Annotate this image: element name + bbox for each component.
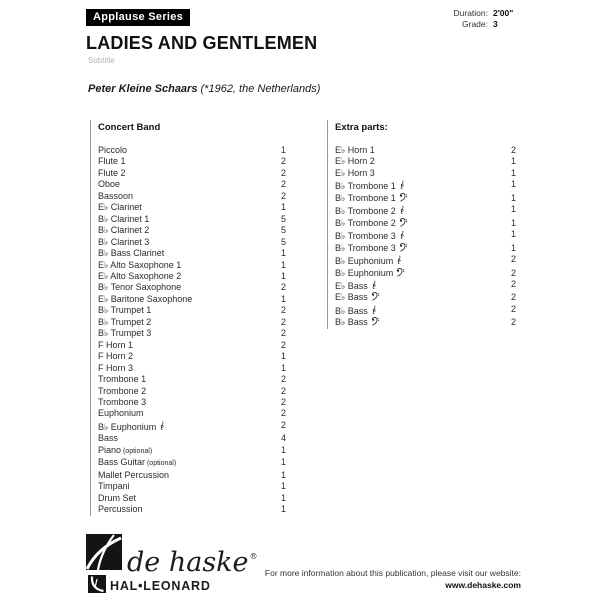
- instrument-label: Bass: [98, 433, 119, 444]
- instrument-label: B♭ Clarinet 2: [98, 225, 150, 236]
- instrument-label: B♭ Bass Clarinet: [98, 248, 165, 259]
- concert-band-header: Concert Band: [98, 122, 161, 133]
- instrument-row: [98, 168, 286, 179]
- instrument-row: [98, 156, 286, 167]
- part-quantity: 1: [510, 204, 516, 215]
- part-quantity: 2: [280, 305, 286, 316]
- instrument-label: B♭ Tenor Saxophone: [98, 282, 182, 293]
- part-quantity: 1: [510, 192, 516, 203]
- instrument-row: [98, 237, 286, 248]
- composer-line: [88, 83, 320, 95]
- composer-name: Peter Kleine Schaars: [88, 83, 198, 95]
- part-quantity: 1: [510, 242, 516, 253]
- bass-clef-icon: [399, 218, 408, 227]
- instrument-row: [98, 481, 286, 492]
- instrument-row: [98, 445, 286, 457]
- instrument-label: B♭ Euphonium: [98, 420, 165, 433]
- instrument-row: [98, 408, 286, 419]
- part-quantity: 2: [510, 317, 516, 328]
- instrument-label: Percussion: [98, 504, 143, 515]
- part-quantity: 2: [280, 419, 286, 430]
- part-quantity: 1: [280, 145, 286, 155]
- treble-clef-icon: [399, 179, 405, 191]
- part-quantity: 1: [280, 293, 286, 304]
- part-quantity: 1: [510, 179, 516, 190]
- instrument-label: B♭ Trombone 1: [335, 193, 408, 204]
- website-url: www.dehaske.com: [445, 579, 521, 590]
- halleonard-logo-icon: [88, 575, 106, 593]
- instrument-label: Oboe: [98, 179, 121, 190]
- part-quantity: 1: [280, 457, 286, 468]
- part-quantity: 1: [280, 351, 286, 362]
- instrument-row: [98, 493, 286, 504]
- instrument-label: B♭ Clarinet 3: [98, 236, 150, 247]
- treble-clef-icon: [159, 420, 165, 432]
- instrument-row: [335, 254, 516, 267]
- extra-parts-rows: [335, 145, 516, 329]
- instrument-label: E♭ Bass: [335, 279, 377, 292]
- grade-value: 3: [493, 18, 498, 29]
- part-quantity: 2: [510, 145, 516, 155]
- part-quantity: 2: [510, 303, 516, 314]
- bass-clef-icon: [371, 317, 380, 326]
- part-quantity: 1: [280, 202, 286, 213]
- halleonard-logo-text: HAL•LEONARD: [110, 579, 211, 593]
- instrument-row: [98, 374, 286, 385]
- composer-info: (*1962, the Netherlands): [200, 83, 321, 95]
- instrument-label: B♭ Bass: [335, 317, 380, 328]
- instrument-row: [98, 260, 286, 271]
- instrument-label: F Horn 1: [98, 339, 134, 350]
- part-quantity: 2: [280, 190, 286, 201]
- instrument-label: Flute 1: [98, 156, 126, 167]
- instrument-row: [335, 218, 516, 229]
- treble-clef-icon: [396, 254, 402, 266]
- bass-clef-icon: [399, 243, 408, 252]
- dehaske-logo-text: de haske®: [127, 547, 258, 578]
- instrument-row: [98, 433, 286, 444]
- instrument-row: [98, 202, 286, 213]
- part-quantity: 1: [510, 156, 516, 167]
- instrument-row: [335, 204, 516, 217]
- instrument-row: [335, 168, 516, 179]
- part-quantity: 2: [280, 282, 286, 293]
- duration-value: 2'00": [493, 8, 514, 18]
- instrument-row: [335, 229, 516, 242]
- instrument-row: [98, 214, 286, 225]
- instrument-row: [335, 193, 516, 204]
- duration-grade-block: [410, 8, 513, 29]
- instrument-row: [98, 397, 286, 408]
- bass-clef-icon: [396, 268, 405, 277]
- instrument-row: [98, 294, 286, 305]
- instrument-label: Trombone 1: [98, 374, 147, 385]
- instrument-label: Timpani: [98, 481, 130, 492]
- treble-clef-icon: [399, 204, 405, 216]
- extra-parts-column: [327, 120, 516, 329]
- part-quantity: 1: [280, 259, 286, 270]
- instrument-row: [335, 145, 516, 156]
- instrument-row: [335, 304, 516, 317]
- part-quantity: 4: [280, 433, 286, 444]
- instrument-row: [98, 305, 286, 316]
- instrument-row: [98, 328, 286, 339]
- part-quantity: 1: [510, 167, 516, 178]
- concert-band-rows: [98, 145, 286, 516]
- instrument-row: [335, 279, 516, 292]
- instrument-label: E♭ Baritone Saxophone: [98, 293, 193, 304]
- part-quantity: 2: [510, 278, 516, 289]
- page-title: LADIES AND GENTLEMEN: [86, 33, 318, 53]
- part-quantity: 2: [280, 156, 286, 167]
- part-quantity: 5: [280, 225, 286, 236]
- instrument-row: [335, 156, 516, 167]
- instrument-label: B♭ Trombone 2: [335, 218, 408, 229]
- part-quantity: 2: [280, 385, 286, 396]
- subtitle: Subtitle: [88, 56, 115, 65]
- instrument-label: Mallet Percussion: [98, 469, 170, 480]
- instrument-label: B♭ Trombone 2: [335, 204, 405, 217]
- bass-clef-icon: [399, 193, 408, 202]
- part-quantity: 1: [280, 444, 286, 455]
- instrument-label: Drum Set: [98, 492, 137, 503]
- part-quantity: 2: [280, 179, 286, 190]
- instrument-label: B♭ Trumpet 3: [98, 328, 152, 339]
- dehaske-logo-icon: [86, 534, 122, 570]
- instrument-row: [98, 386, 286, 397]
- instrument-label: B♭ Euphonium: [335, 254, 402, 267]
- part-quantity: 1: [280, 270, 286, 281]
- instrument-label: E♭ Horn 1: [335, 145, 375, 155]
- part-quantity: 1: [510, 229, 516, 240]
- part-quantity: 2: [280, 328, 286, 339]
- optional-note: (optional): [121, 447, 153, 455]
- instrument-row: [98, 191, 286, 202]
- optional-note: (optional): [145, 460, 177, 468]
- instrument-label: E♭ Bass: [335, 292, 380, 303]
- instrument-label: Euphonium: [98, 408, 144, 419]
- instrument-row: [335, 292, 516, 303]
- instrument-row: [98, 248, 286, 259]
- treble-clef-icon: [371, 279, 377, 291]
- instrument-label: Trombone 2: [98, 385, 147, 396]
- instrument-label: B♭ Bass: [335, 304, 377, 317]
- instrument-row: [335, 268, 516, 279]
- part-quantity: 2: [510, 267, 516, 278]
- instrument-label: Bassoon: [98, 190, 134, 201]
- part-quantity: 2: [280, 316, 286, 327]
- instrument-row: [98, 457, 286, 469]
- treble-clef-icon: [371, 304, 377, 316]
- duration-row: [410, 8, 513, 19]
- part-quantity: 1: [510, 217, 516, 228]
- instrument-label: Piano (optional): [98, 444, 153, 455]
- instrument-label: F Horn 3: [98, 362, 134, 373]
- part-quantity: 2: [280, 374, 286, 385]
- instrument-row: [98, 317, 286, 328]
- instrument-row: [98, 225, 286, 236]
- duration-label: Duration:: [453, 8, 488, 18]
- instrument-row: [98, 179, 286, 190]
- instrument-label: Flute 2: [98, 167, 126, 178]
- part-quantity: 2: [280, 408, 286, 419]
- part-quantity: 2: [280, 339, 286, 350]
- part-quantity: 5: [280, 213, 286, 224]
- part-quantity: 1: [280, 362, 286, 373]
- instrument-label: Bass Guitar (optional): [98, 457, 177, 468]
- treble-clef-icon: [399, 229, 405, 241]
- instrument-label: E♭ Alto Saxophone 2: [98, 270, 182, 281]
- grade-row: [410, 19, 513, 30]
- part-quantity: 2: [280, 167, 286, 178]
- instrument-label: B♭ Trombone 3: [335, 229, 405, 242]
- part-quantity: 2: [510, 292, 516, 303]
- registered-trademark-symbol: ®: [249, 552, 258, 561]
- info-text: For more information about this publication, please visit our website:: [264, 568, 521, 578]
- extra-parts-header: Extra parts:: [335, 122, 388, 133]
- bass-clef-icon: [371, 292, 380, 301]
- instrument-label: Trombone 3: [98, 396, 147, 407]
- part-quantity: 1: [280, 492, 286, 503]
- instrument-row: [335, 179, 516, 192]
- instrument-label: B♭ Clarinet 1: [98, 213, 150, 224]
- part-quantity: 1: [280, 469, 286, 480]
- part-quantity: 1: [280, 248, 286, 259]
- instrument-label: E♭ Clarinet: [98, 202, 142, 213]
- part-quantity: 1: [280, 504, 286, 515]
- instrument-label: E♭ Horn 3: [335, 167, 375, 178]
- publication-info: [265, 568, 521, 591]
- instrument-label: B♭ Trumpet 1: [98, 305, 152, 316]
- instrument-label: E♭ Alto Saxophone 1: [98, 259, 182, 270]
- instrument-label: E♭ Horn 2: [335, 156, 375, 167]
- part-quantity: 5: [280, 236, 286, 247]
- instrument-label: F Horn 2: [98, 351, 134, 362]
- instrument-label: B♭ Trombone 3: [335, 243, 408, 254]
- part-quantity: 1: [280, 481, 286, 492]
- instrument-label: B♭ Euphonium: [335, 268, 405, 279]
- instrument-row: [98, 504, 286, 515]
- instrument-row: [98, 282, 286, 293]
- instrument-row: [335, 243, 516, 254]
- instrument-row: [98, 340, 286, 351]
- instrument-row: [98, 470, 286, 481]
- part-quantity: 2: [510, 254, 516, 265]
- instrument-label: B♭ Trombone 1: [335, 179, 405, 192]
- instrument-row: [98, 351, 286, 362]
- instrument-row: [98, 420, 286, 433]
- series-badge: Applause Series: [86, 9, 190, 26]
- grade-label: Grade:: [462, 18, 488, 29]
- instrument-row: [98, 145, 286, 156]
- part-quantity: 2: [280, 396, 286, 407]
- instrument-label: B♭ Trumpet 2: [98, 316, 152, 327]
- instrument-label: Piccolo: [98, 145, 128, 155]
- instrument-row: [98, 271, 286, 282]
- concert-band-column: [90, 120, 286, 516]
- instrument-row: [98, 363, 286, 374]
- instrument-row: [335, 317, 516, 328]
